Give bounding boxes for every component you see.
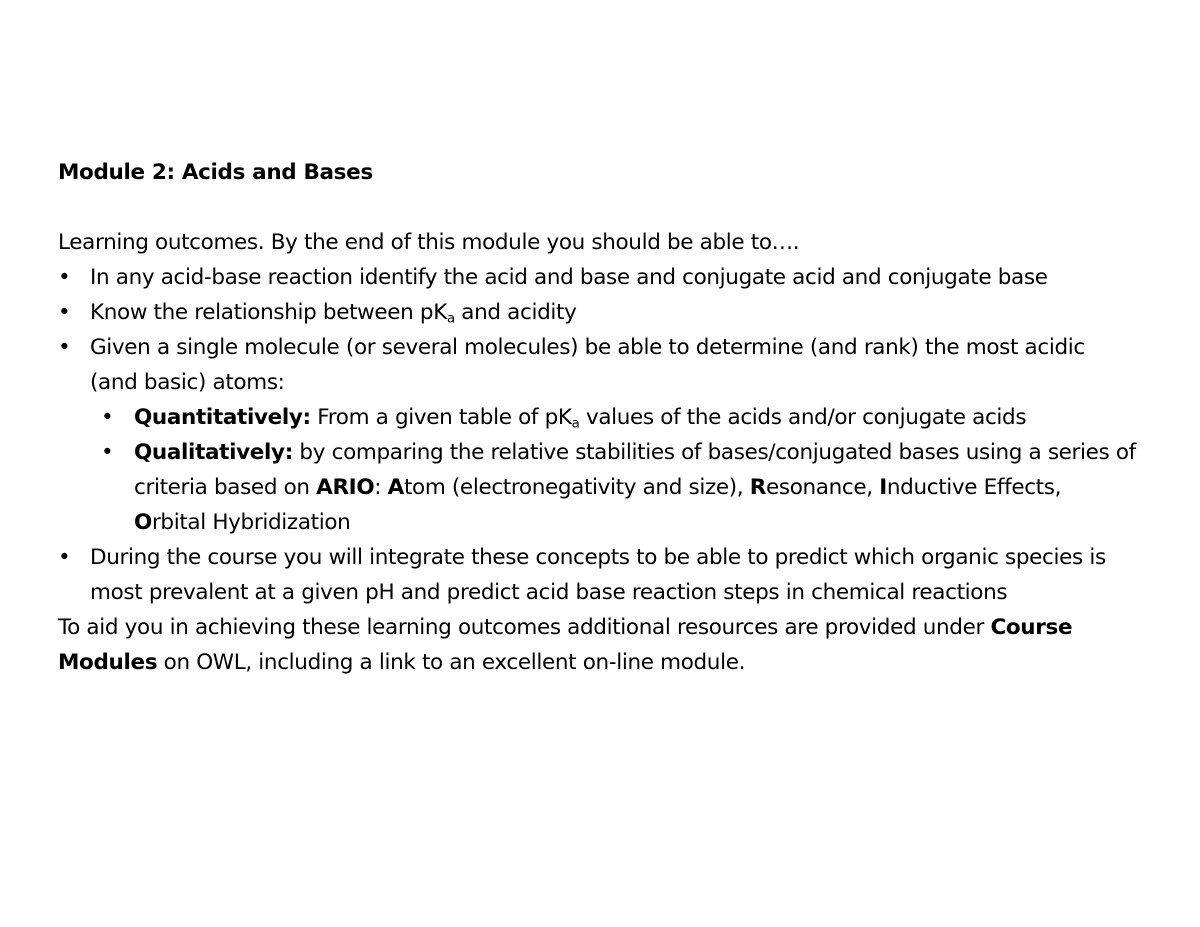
- sub-outcome-text: tom (electronegativity and size),: [403, 475, 750, 500]
- ario-letter-i: I: [879, 475, 887, 500]
- ario-letter-a: A: [387, 475, 404, 500]
- document-page: [58, 155, 1138, 680]
- sub-outcome-text: :: [374, 475, 388, 500]
- outcome-text: Given a single molecule (or several molecules) be able to determine (and rank) the most acidic (and basic) atoms:: [90, 335, 1085, 395]
- outcome-text: Know the relationship between pK: [90, 300, 447, 325]
- sub-outcome-text: esonance,: [766, 475, 880, 500]
- sub-outcome-quantitatively: [90, 400, 1138, 435]
- outcome-pka-acidity: [58, 295, 1138, 330]
- closing-text: To aid you in achieving these learning outcomes additional resources are provided under: [58, 615, 991, 640]
- subscript-a: a: [446, 311, 455, 327]
- outcome-text: During the course you will integrate these concepts to be able to predict which organic species is most prevalent at a given pH and predict acid base reaction steps in chemical reactions: [90, 545, 1106, 605]
- closing-paragraph: [58, 610, 1138, 680]
- sub-outcome-text: values of the acids and/or conjugate acids: [579, 405, 1027, 430]
- quantitatively-label: Quantitatively:: [134, 405, 311, 430]
- sub-outcome-text: rbital Hybridization: [151, 510, 351, 535]
- outcome-most-acidic-atoms: [58, 330, 1138, 540]
- outcome-text: and acidity: [454, 300, 577, 325]
- learning-outcomes-intro: Learning outcomes. By the end of this module you should be able to….: [58, 230, 800, 255]
- outcomes-list: [58, 260, 1138, 610]
- ario-acronym: ARIO: [316, 475, 375, 500]
- outcome-integrate-concepts: [58, 540, 1138, 610]
- sub-outcome-text: by comparing the relative stabilities of bases/conjugated bases using a series of criteria based on: [134, 440, 1136, 500]
- course-modules-label: Course Modules: [58, 615, 1073, 675]
- sub-outcomes-list: [90, 400, 1138, 540]
- sub-outcome-qualitatively: [90, 435, 1138, 540]
- subscript-a: a: [571, 416, 580, 432]
- closing-text: on OWL, including a link to an excellent on-line module.: [157, 650, 746, 675]
- blank-line: [58, 190, 1138, 225]
- sub-outcome-text: From a given table of pK: [310, 405, 572, 430]
- outcome-text: In any acid-base reaction identify the acid and base and conjugate acid and conjugate base: [90, 265, 1048, 290]
- ario-letter-r: R: [749, 475, 766, 500]
- ario-letter-o: O: [134, 510, 152, 535]
- sub-outcome-text: nductive Effects,: [886, 475, 1062, 500]
- module-title: Module 2: Acids and Bases: [58, 160, 373, 185]
- qualitatively-label: Qualitatively:: [134, 440, 293, 465]
- outcome-identify-acid-base: [58, 260, 1138, 295]
